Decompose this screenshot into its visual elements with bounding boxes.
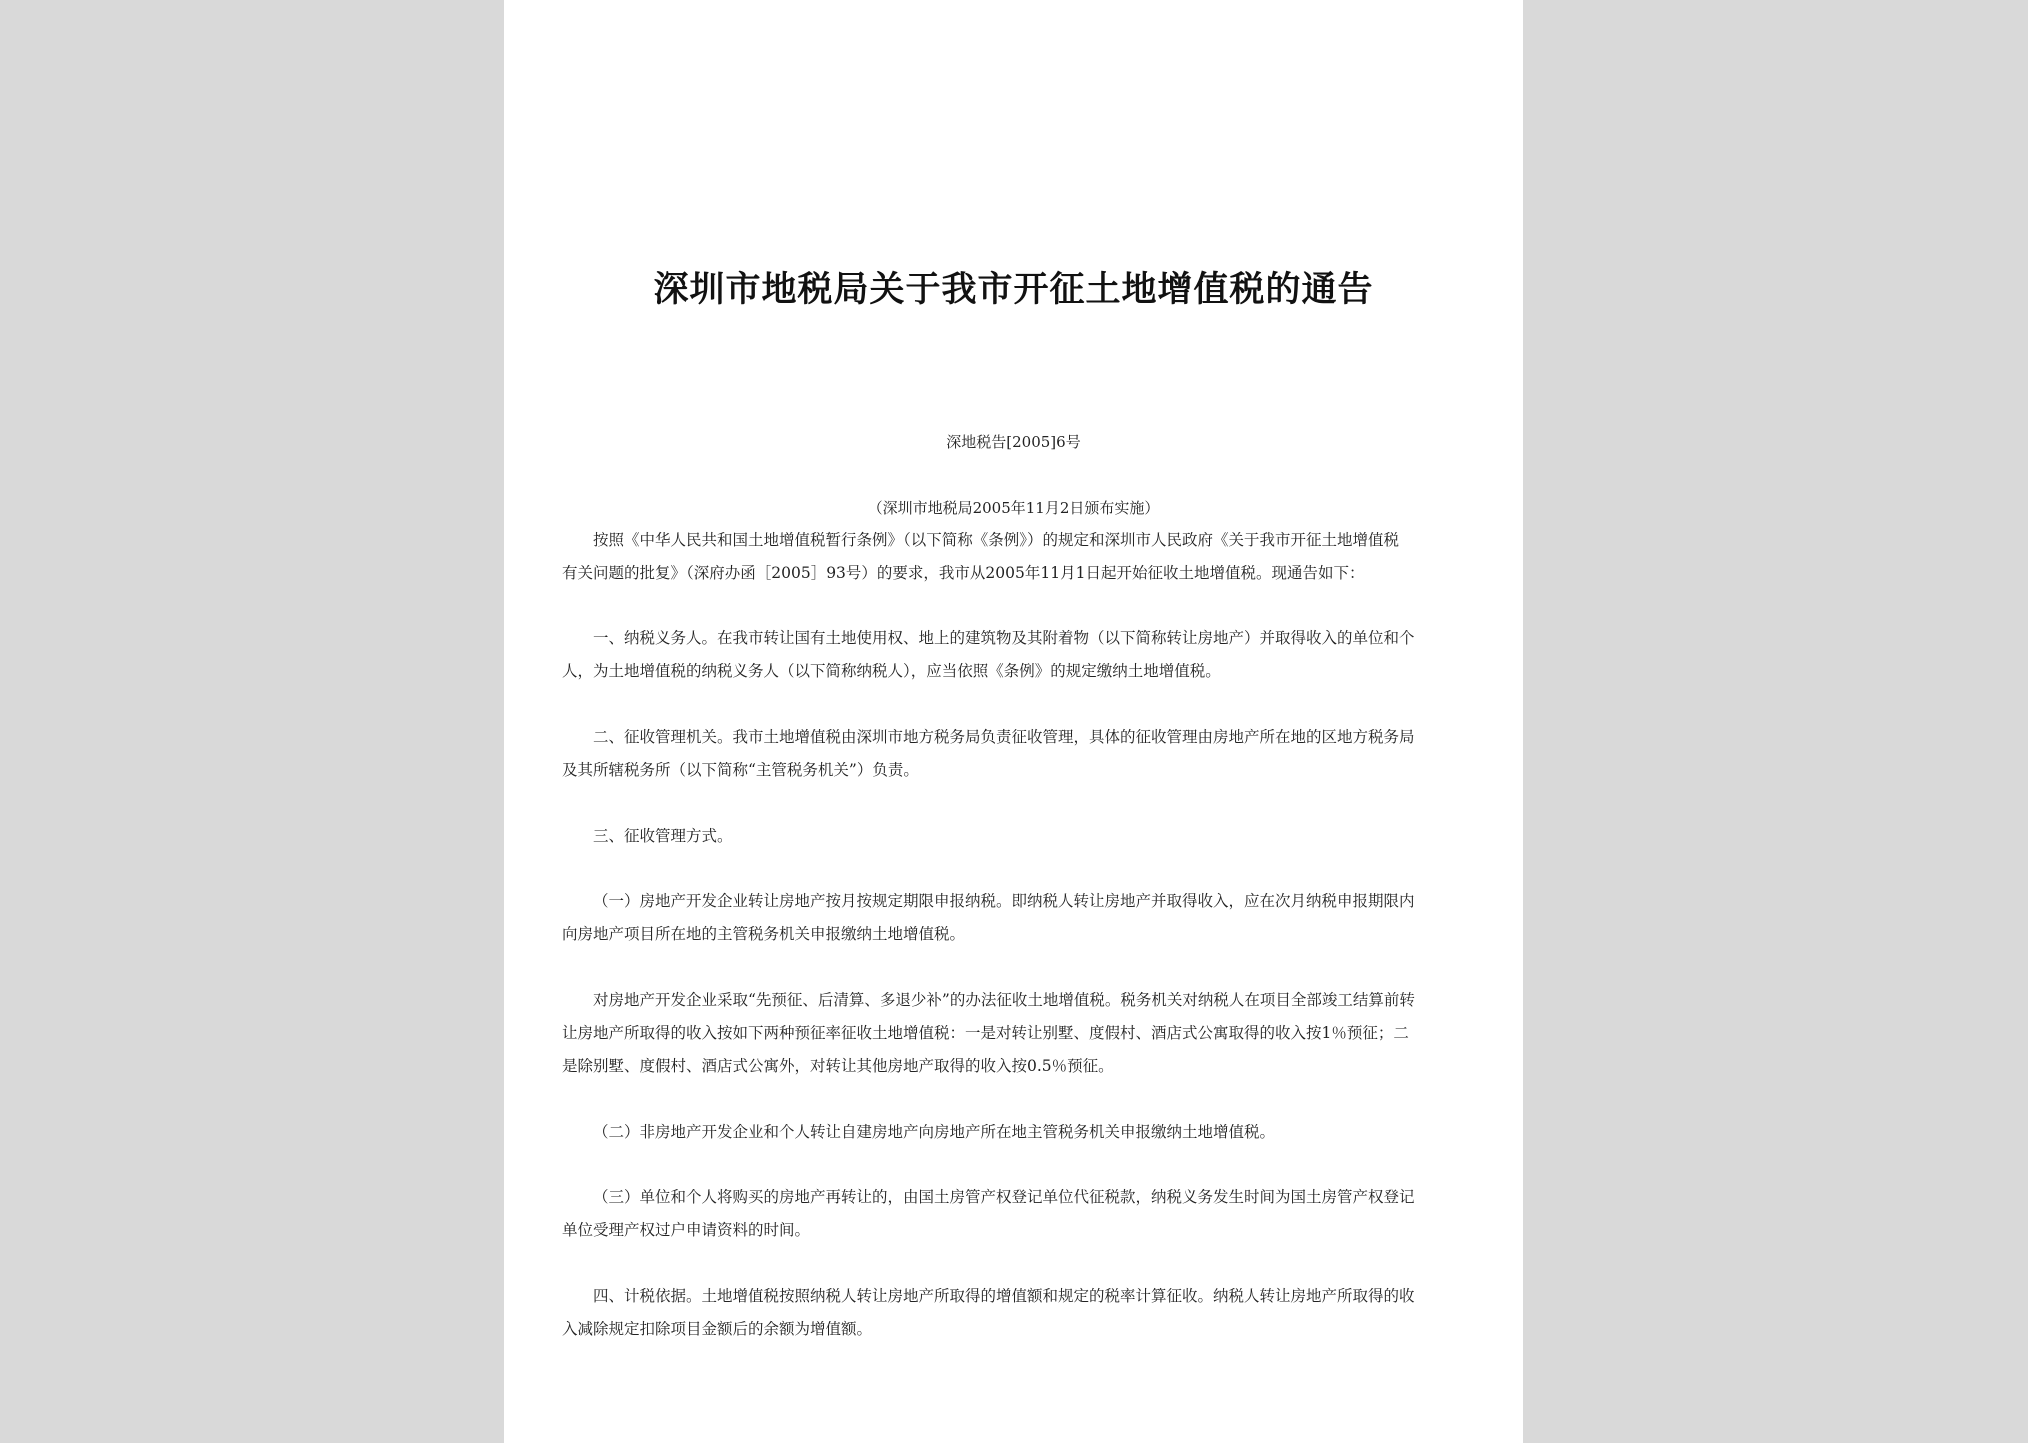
paragraph-line: 对房地产开发企业采取“先预征、后清算、多退少补”的办法征收土地增值税。税务机关对纳税人在项目全部竣工结算前转 bbox=[593, 991, 1415, 1009]
paragraph-method-heading bbox=[562, 820, 1470, 853]
paragraph-line: 人，为土地增值税的纳税义务人（以下简称纳税人），应当依照《条例》的规定缴纳土地增值税。 bbox=[562, 662, 1221, 680]
paragraph-line: （二）非房地产开发企业和个人转让自建房地产向房地产所在地主管税务机关申报缴纳土地增值税。 bbox=[593, 1123, 1276, 1141]
paragraph-taxpayer bbox=[562, 622, 1470, 688]
paragraph-authority bbox=[562, 721, 1470, 787]
paragraph-line: （一）房地产开发企业转让房地产按月按规定期限申报纳税。即纳税人转让房地产并取得收入，应在次月纳税申报期限内 bbox=[593, 892, 1415, 910]
issue-note: （深圳市地税局2005年11月2日颁布实施） bbox=[867, 499, 1160, 517]
paragraph-line: 及其所辖税务所（以下简称“主管税务机关”）负责。 bbox=[562, 761, 919, 779]
paragraph-line: 三、征收管理方式。 bbox=[593, 827, 733, 845]
paragraph-tax-basis bbox=[562, 1280, 1470, 1346]
paragraph-line: 有关问题的批复》（深府办函［2005］93号）的要求，我市从2005年11月1日起开始征收土地增值税。现通告如下： bbox=[562, 564, 1365, 582]
paragraph-line: 让房地产所取得的收入按如下两种预征率征收土地增值税：一是对转让别墅、度假村、酒店式公寓取得的收入按1％预征；二 bbox=[562, 1024, 1409, 1042]
paragraph-line: 向房地产项目所在地的主管税务机关申报缴纳土地增值税。 bbox=[562, 925, 966, 943]
paragraph-line: 一、纳税义务人。在我市转让国有土地使用权、地上的建筑物及其附着物（以下简称转让房地产）并取得收入的单位和个 bbox=[593, 629, 1415, 647]
paragraph-prepayment bbox=[562, 984, 1470, 1083]
paragraph-line: 单位受理产权过户申请资料的时间。 bbox=[562, 1221, 811, 1239]
paragraph-line: 二、征收管理机关。我市土地增值税由深圳市地方税务局负责征收管理，具体的征收管理由房地产所在地的区地方税务局 bbox=[593, 728, 1415, 746]
paragraph-line: 入减除规定扣除项目金额后的余额为增值额。 bbox=[562, 1320, 873, 1338]
paragraph-method-2 bbox=[562, 1116, 1470, 1149]
paragraph-line: 按照《中华人民共和国土地增值税暂行条例》（以下简称《条例》）的规定和深圳市人民政府《关于我市开征土地增值税 bbox=[593, 531, 1400, 549]
document-number: 深地税告[2005]6号 bbox=[946, 433, 1081, 451]
paragraph-line: （三）单位和个人将购买的房地产再转让的，由国土房管产权登记单位代征税款，纳税义务发生时间为国土房管产权登记 bbox=[593, 1188, 1415, 1206]
paragraph-line: 四、计税依据。土地增值税按照纳税人转让房地产所取得的增值额和规定的税率计算征收。纳税人转让房地产所取得的收 bbox=[593, 1287, 1415, 1305]
document-page bbox=[504, 0, 1523, 1443]
document-title: 深圳市地税局关于我市开征土地增值税的通告 bbox=[653, 269, 1374, 310]
paragraph-method-3 bbox=[562, 1181, 1470, 1247]
paragraph-method-1 bbox=[562, 885, 1470, 951]
paragraph-intro bbox=[562, 524, 1470, 590]
paragraph-line: 是除别墅、度假村、酒店式公寓外，对转让其他房地产取得的收入按0.5％预征。 bbox=[562, 1057, 1114, 1075]
